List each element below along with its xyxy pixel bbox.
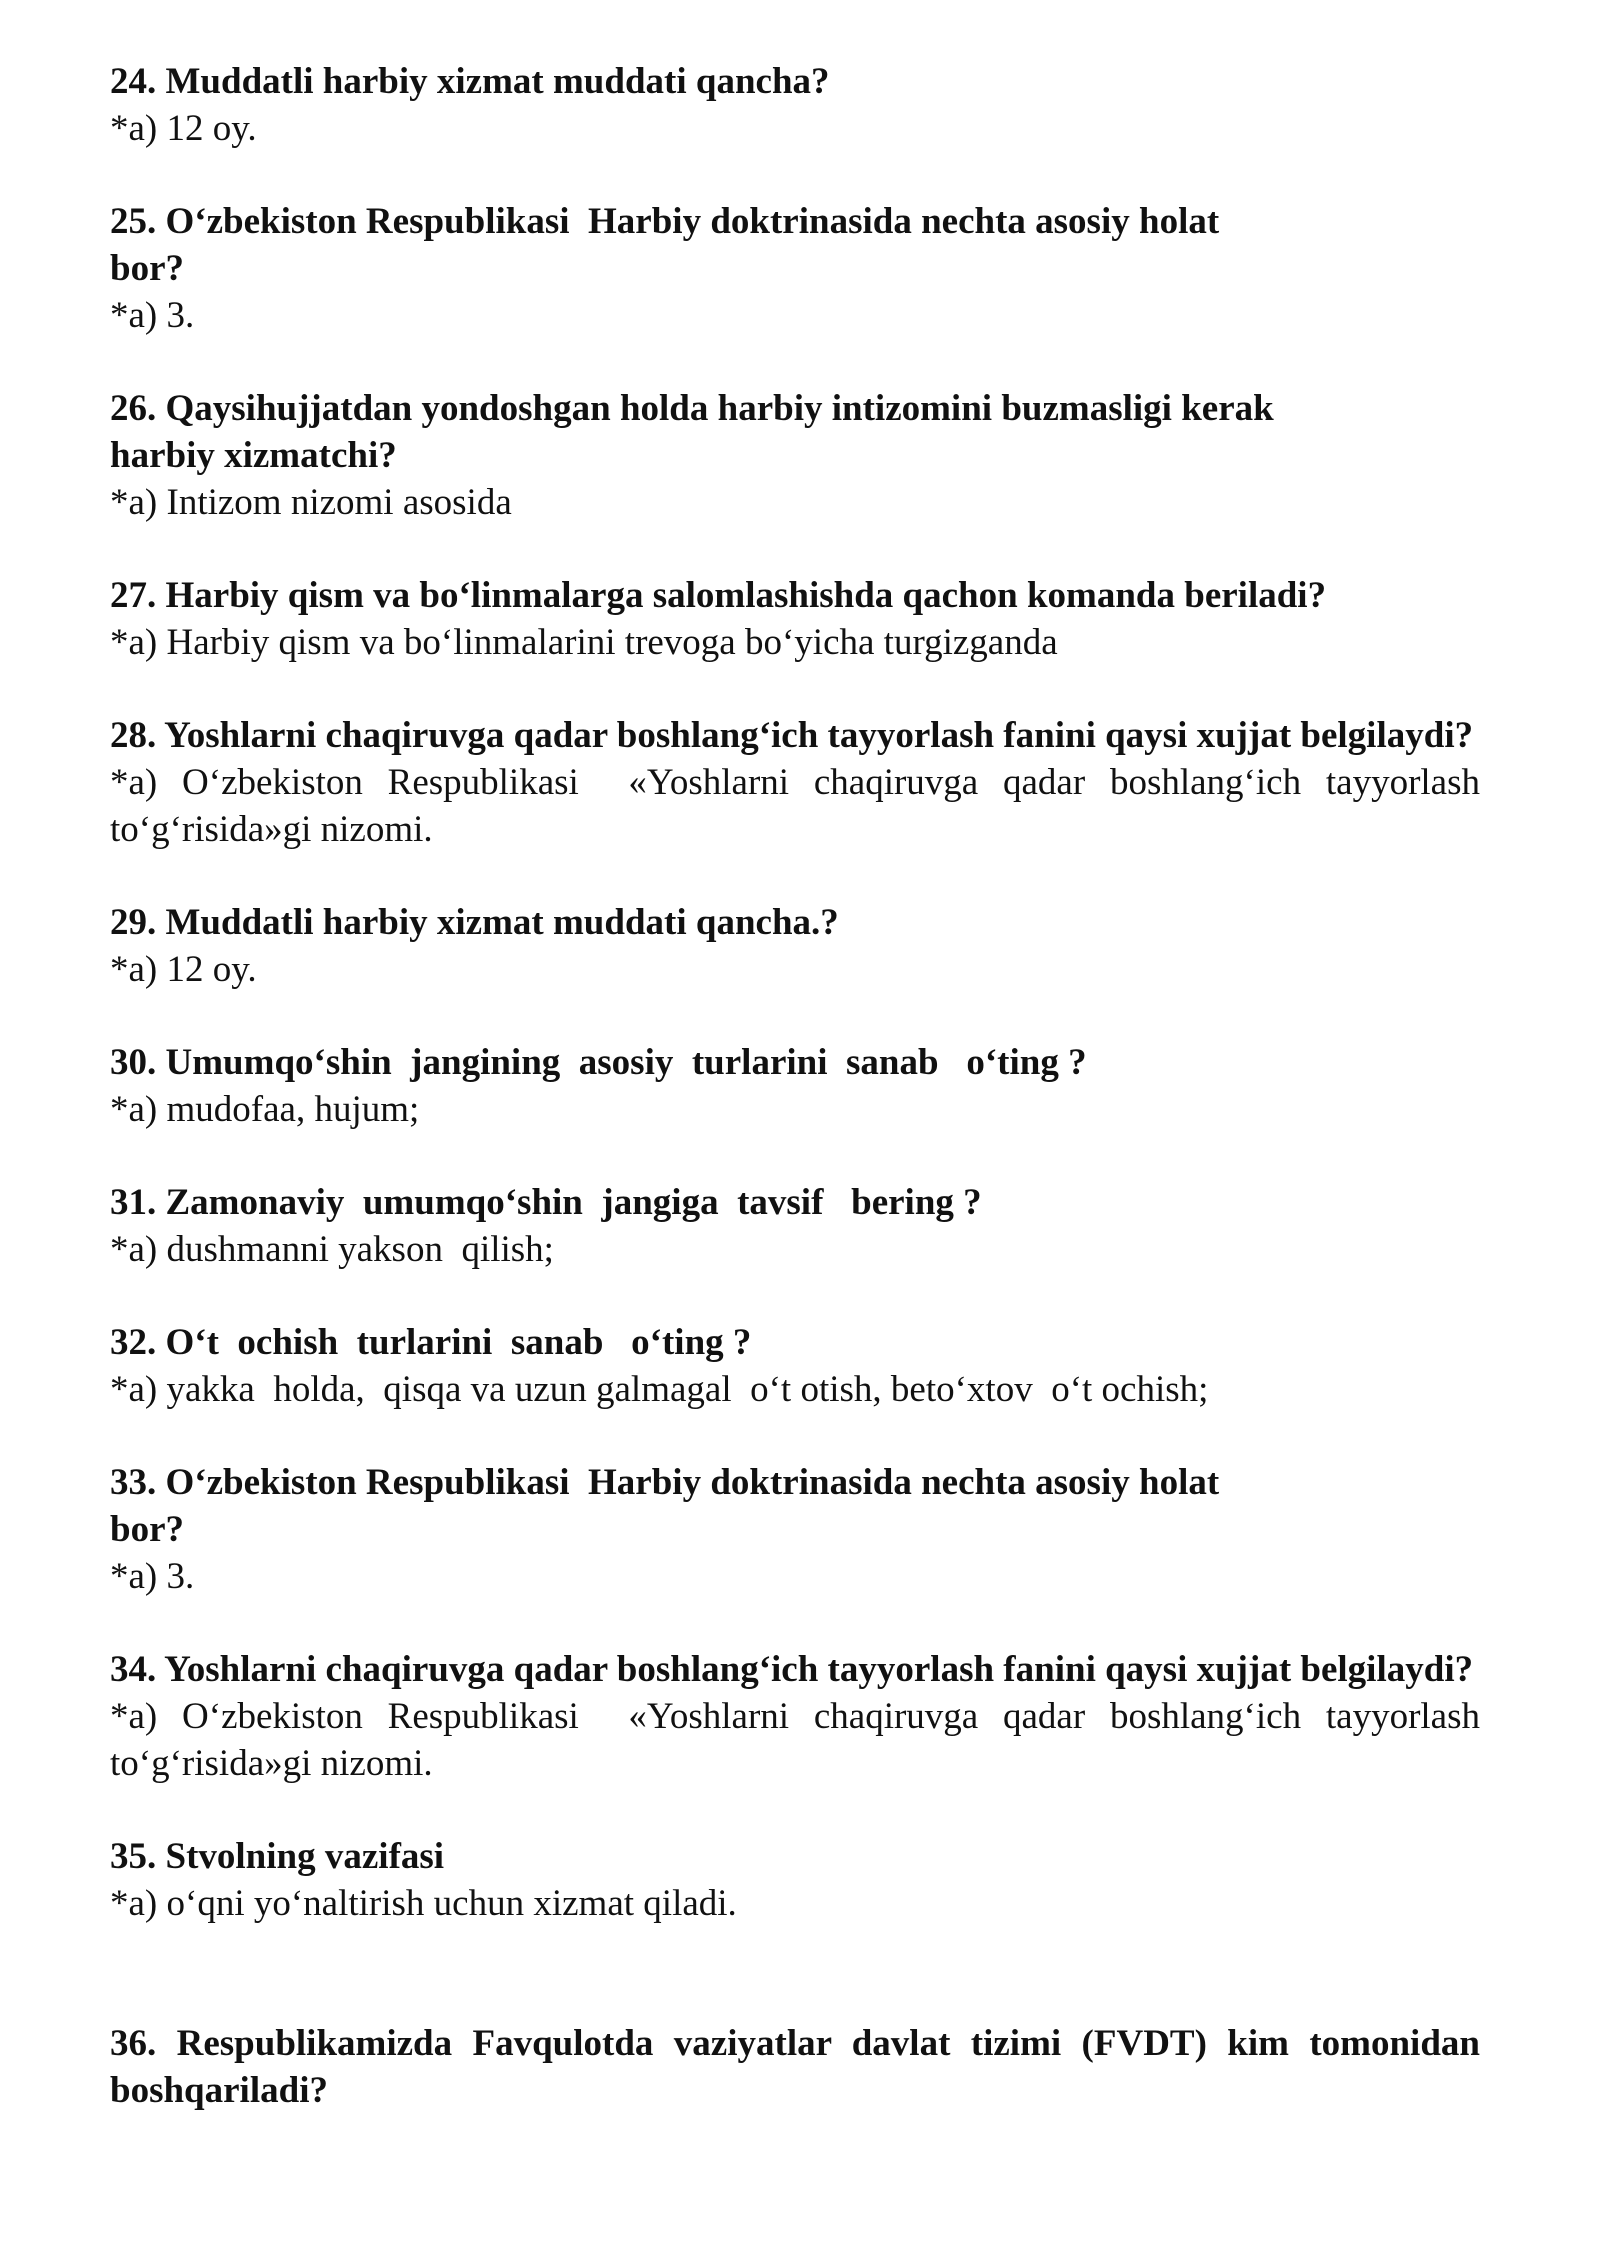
question-text-line2: bor? — [110, 1509, 184, 1550]
question-item-29 — [110, 899, 1480, 993]
question-text: 27. Harbiy qism va bo‘linmalarga salomlashishda qachon komanda beriladi? — [110, 575, 1327, 616]
question-item-27 — [110, 572, 1480, 666]
question-item-25 — [110, 198, 1480, 339]
question-text-line1: 26. Qaysihujjatdan yondoshgan holda harbiy intizomini buzmasligi kerak — [110, 388, 1274, 429]
question-item-30 — [110, 1039, 1480, 1133]
question-text: 36. Respublikamizda Favqulotda vaziyatlar davlat tizimi (FVDT) kim tomonidan boshqariladi? — [110, 2023, 1480, 2111]
answer-text: *a) yakka holda, qisqa va uzun galmagal o‘t otish, beto‘xtov o‘t ochish; — [110, 1369, 1209, 1410]
answer-text: *a) Harbiy qism va bo‘linmalarini trevoga bo‘yicha turgizganda — [110, 622, 1058, 663]
answer-text: *a) Intizom nizomi asosida — [110, 482, 512, 523]
question-text: 30. Umumqo‘shin jangining asosiy turlarini sanab o‘ting ? — [110, 1042, 1087, 1083]
question-item-36 — [110, 2020, 1480, 2114]
answer-text: *a) 3. — [110, 1556, 195, 1597]
question-item-34 — [110, 1646, 1490, 1787]
question-item-32 — [110, 1319, 1480, 1413]
question-text-line1: 25. O‘zbekiston Respublikasi Harbiy doktrinasida nechta asosiy holat — [110, 201, 1220, 242]
answer-text: *a) O‘zbekiston Respublikasi «Yoshlarni chaqiruvga qadar boshlang‘ich tayyorlash to‘g‘risida»gi nizomi. — [110, 1696, 1490, 1784]
question-item-31 — [110, 1179, 1480, 1273]
question-text: 29. Muddatli harbiy xizmat muddati qancha.? — [110, 902, 839, 943]
question-item-35 — [110, 1833, 1480, 1927]
question-text: 24. Muddatli harbiy xizmat muddati qancha? — [110, 61, 830, 102]
question-text: 28. Yoshlarni chaqiruvga qadar boshlang‘ich tayyorlash fanini qaysi xujjat belgilaydi? — [110, 715, 1474, 756]
answer-text: *a) dushmanni yakson qilish; — [110, 1229, 554, 1270]
question-item-28 — [110, 712, 1490, 853]
question-text-line2: bor? — [110, 248, 184, 289]
answer-text: *a) 12 oy. — [110, 108, 257, 149]
question-text: 34. Yoshlarni chaqiruvga qadar boshlang‘ich tayyorlash fanini qaysi xujjat belgilaydi? — [110, 1649, 1474, 1690]
answer-text: *a) O‘zbekiston Respublikasi «Yoshlarni chaqiruvga qadar boshlang‘ich tayyorlash to‘g‘risida»gi nizomi. — [110, 762, 1490, 850]
question-text: 35. Stvolning vazifasi — [110, 1836, 445, 1877]
answer-text: *a) o‘qni yo‘naltirish uchun xizmat qiladi. — [110, 1883, 737, 1924]
question-item-24 — [110, 58, 1480, 152]
question-text: 31. Zamonaviy umumqo‘shin jangiga tavsif bering ? — [110, 1182, 982, 1223]
question-item-33 — [110, 1459, 1480, 1600]
answer-text: *a) 3. — [110, 295, 195, 336]
answer-text: *a) 12 oy. — [110, 949, 257, 990]
document-page — [110, 58, 1490, 2160]
question-text-line2: harbiy xizmatchi? — [110, 435, 397, 476]
question-text: 32. O‘t ochish turlarini sanab o‘ting ? — [110, 1322, 752, 1363]
question-item-26 — [110, 385, 1480, 526]
question-text-line1: 33. O‘zbekiston Respublikasi Harbiy doktrinasida nechta asosiy holat — [110, 1462, 1220, 1503]
answer-text: *a) mudofaa, hujum; — [110, 1089, 420, 1130]
